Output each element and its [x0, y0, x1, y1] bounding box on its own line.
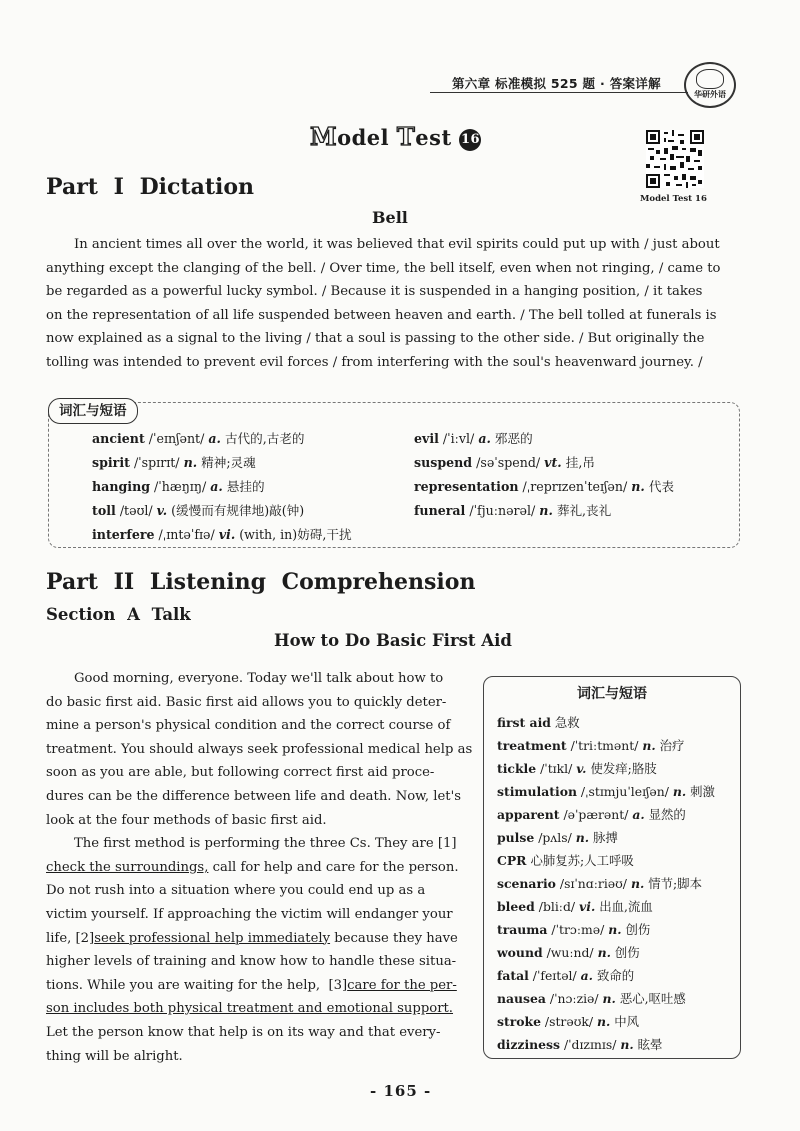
vocab-item: tickle /ˈtɪkl/ v. 使发痒;胳肢	[497, 761, 657, 776]
section-heading: Section A Talk	[46, 605, 191, 624]
title-est: est	[415, 125, 460, 150]
line-text: In ancient times all over the world, it was believed that evil spirits could put up with / just about	[74, 237, 720, 252]
vocab-item: interfere /ˌɪntəˈfɪə/ vi. (with, in)妨碍,干扰	[92, 527, 352, 542]
frog-icon	[696, 69, 724, 89]
vocab-item: suspend /səˈspend/ vt. 挂,吊	[414, 455, 595, 470]
vocab-item: treatment /ˈtriːtmənt/ n. 治疗	[497, 738, 685, 753]
talk-line: Good morning, everyone. Today we'll talk about how to	[74, 671, 444, 686]
publisher-logo	[684, 62, 736, 108]
vocab-item: dizziness /ˈdɪzɪnɪs/ n. 眩晕	[497, 1037, 663, 1052]
running-header: 第六章 标准模拟 525 题 · 答案详解	[452, 76, 661, 91]
vocab-label: 词汇与短语	[48, 398, 138, 424]
answer-3b: son includes both physical treatment and emotional support.	[46, 1001, 454, 1017]
answer-2: seek professional help immediately	[94, 930, 331, 946]
test-title	[310, 122, 481, 151]
talk-line: look at the four methods of basic first aid.	[46, 812, 327, 828]
vocab-item: trauma /ˈtrɔːmə/ n. 创伤	[497, 922, 651, 937]
talk-line: thing will be alright.	[46, 1048, 183, 1064]
talk-line: life, [2]seek professional help immediately because they have	[46, 930, 458, 946]
vocab-item: apparent /əˈpærənt/ a. 显然的	[497, 807, 686, 822]
dictation-line: anything except the clanging of the bell. / Over time, the bell itself, even when not ringing, / came to	[46, 260, 721, 276]
dictation-passage	[46, 233, 738, 375]
part2-heading: Part II Listening Comprehension	[46, 569, 476, 595]
talk-line: check the surroundings, call for help and care for the person.	[46, 859, 459, 875]
vocab-box-title: 词汇与短语	[577, 686, 647, 702]
header-rule	[430, 92, 688, 93]
talk-line: Do not rush into a situation where you could end up as a	[46, 883, 426, 899]
vocab-item: first aid 急救	[497, 715, 580, 730]
title-initial-m: M	[310, 122, 338, 151]
talk-line	[46, 997, 470, 1021]
answer-3a: care for the per-	[347, 977, 457, 993]
talk-line: mine a person's physical condition and the correct course of	[46, 718, 451, 734]
dictation-line: on the representation of all life suspended between heaven and earth. / The bell tolled at funerals is	[46, 307, 717, 323]
talk-line: Let the person know that help is on its way and that every-	[46, 1024, 441, 1040]
vocab-item: ancient /ˈeɪnʃənt/ a. 古代的,古老的	[92, 431, 305, 446]
vocab-item: stroke /strəʊk/ n. 中风	[497, 1014, 640, 1029]
talk-title: How to Do Basic First Aid	[274, 631, 512, 650]
vocab-item: spirit /ˈspɪrɪt/ n. 精神;灵魂	[92, 455, 256, 470]
vocab-item: evil /ˈiːvl/ a. 邪恶的	[414, 431, 533, 446]
dictation-line: tolling was intended to prevent evil forces / from interfering with the soul's heavenward journey. /	[46, 354, 703, 370]
vocab-item: nausea /ˈnɔːziə/ n. 恶心,呕吐感	[497, 991, 686, 1006]
dictation-line	[46, 233, 738, 257]
vocab-item: scenario /sɪˈnɑːriəʊ/ n. 情节;脚本	[497, 876, 702, 891]
title-odel: odel	[337, 125, 397, 150]
page-number: - 165 -	[370, 1082, 432, 1100]
vocab-item: funeral /ˈfjuːnərəl/ n. 葬礼,丧礼	[414, 503, 612, 518]
logo-text: 华研外语	[694, 90, 726, 99]
passage-title: Bell	[372, 208, 408, 227]
vocab-item: stimulation /ˌstɪmjuˈleɪʃən/ n. 刺激	[497, 784, 715, 799]
talk-line: The first method is performing the three Cs. They are [1]	[74, 836, 457, 852]
talk-line: dures can be the difference between life and death. Now, let's	[46, 788, 461, 804]
test-number-badge: 16	[459, 129, 481, 151]
vocab-item: CPR 心肺复苏;人工呼吸	[497, 853, 634, 868]
talk-line: higher levels of training and know how to handle these situa-	[46, 954, 457, 970]
vocab-box-part2	[483, 676, 741, 1059]
vocab-item: bleed /bliːd/ vi. 出血,流血	[497, 899, 653, 914]
dictation-line: now explained as a signal to the living / that a soul is passing to the other side. / But originally the	[46, 331, 705, 347]
talk-line: victim yourself. If approaching the victim will endanger your	[46, 906, 453, 922]
part1-heading: Part I Dictation	[46, 174, 255, 200]
qr-caption: Model Test 16	[640, 194, 707, 204]
vocab-item: pulse /pʌls/ n. 脉搏	[497, 830, 618, 845]
vocab-item: hanging /ˈhæŋɪŋ/ a. 悬挂的	[92, 479, 265, 494]
dictation-line: be regarded as a powerful lucky symbol. / Because it is suspended in a hanging position, / it takes	[46, 284, 703, 300]
talk-line: treatment. You should always seek professional medical help as	[46, 741, 473, 757]
vocab-item: fatal /ˈfeɪtəl/ a. 致命的	[497, 968, 635, 983]
talk-line: soon as you are able, but following correct first aid proce-	[46, 765, 435, 781]
vocab-item: wound /wuːnd/ n. 创伤	[497, 945, 640, 960]
title-initial-t: T	[396, 122, 416, 151]
qr-code[interactable]	[646, 130, 704, 188]
talk-line: do basic first aid. Basic first aid allows you to quickly deter-	[46, 694, 447, 710]
talk-passage	[46, 667, 473, 1068]
vocab-item: representation /ˌreprɪzenˈteɪʃən/ n. 代表	[414, 479, 674, 494]
vocab-item: toll /təʊl/ v. (缓慢而有规律地)敲(钟)	[92, 503, 305, 518]
talk-line: tions. While you are waiting for the help, [3]care for the per-	[46, 977, 457, 993]
answer-1: check the surroundings,	[46, 859, 209, 875]
